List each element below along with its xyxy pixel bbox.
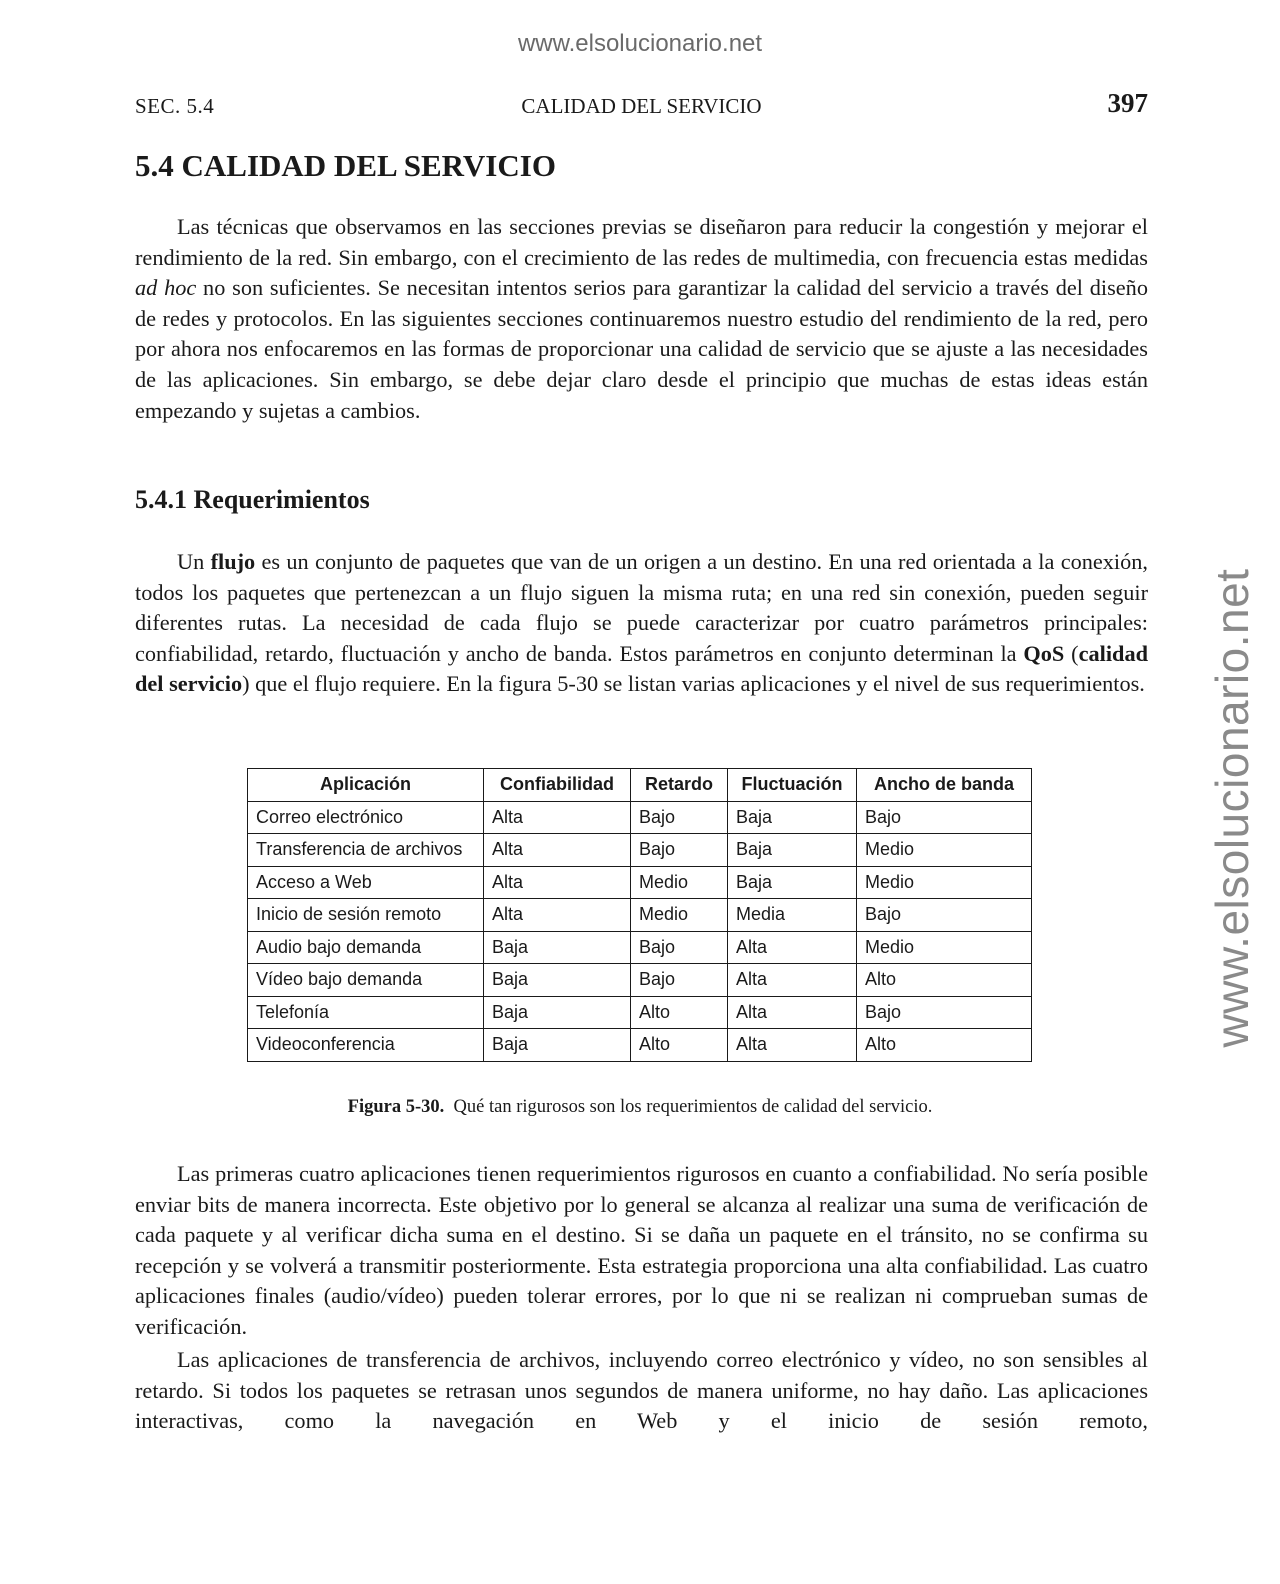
page-number: 397 xyxy=(1107,88,1148,118)
requirements-table xyxy=(247,768,1032,1062)
table-cell: Alta xyxy=(484,899,631,932)
table-header: Aplicación xyxy=(248,769,484,802)
table-cell: Alta xyxy=(728,931,857,964)
table-cell: Alto xyxy=(631,1029,728,1062)
flow-text-g: ) que el flujo requiere. En la figura 5-30 se listan varias aplicaciones y el nivel de sus requerimientos. xyxy=(242,671,1145,697)
table-cell: Bajo xyxy=(631,834,728,867)
delay-paragraph: Las aplicaciones de transferencia de archivos, incluyendo correo electrónico y vídeo, no son sensibles al retardo. Si todos los paquetes se retrasan unos segundos de manera uniforme, no hay daño. Las aplicaciones interactivas, como la navegación en Web y el inicio de sesión remoto, xyxy=(135,1347,1148,1434)
flow-text-e: ( xyxy=(1064,640,1079,666)
table-cell: Alto xyxy=(631,996,728,1029)
table-row xyxy=(248,899,1032,932)
caption-label: Figura 5-30. xyxy=(347,1097,445,1117)
running-head-title: CALIDAD DEL SERVICIO xyxy=(521,94,762,118)
table-cell: Alta xyxy=(728,1029,857,1062)
table-cell: Alta xyxy=(728,996,857,1029)
table-cell: Baja xyxy=(484,996,631,1029)
table-cell: Medio xyxy=(857,866,1032,899)
watermark-top: www.elsolucionario.net xyxy=(517,30,763,57)
flow-text-a: Un xyxy=(177,549,211,574)
table-row xyxy=(248,996,1032,1029)
table-cell: Vídeo bajo demanda xyxy=(248,964,484,997)
table-cell: Baja xyxy=(484,931,631,964)
table-cell: Bajo xyxy=(857,996,1032,1029)
table-row xyxy=(248,964,1032,997)
table-cell: Bajo xyxy=(857,899,1032,932)
table-cell: Medio xyxy=(631,899,728,932)
flow-paragraph xyxy=(135,547,1148,700)
intro-paragraph xyxy=(135,212,1148,426)
intro-text-a: Las técnicas que observamos en las secciones previas se diseñaron para reducir la congestión y mejorar el rendimiento de la red. Sin embargo, con el crecimiento de las redes de multimedia, con frecuencia estas medidas xyxy=(135,214,1148,270)
table-cell: Alto xyxy=(857,1029,1032,1062)
table-cell: Bajo xyxy=(631,801,728,834)
table-cell: Alta xyxy=(728,964,857,997)
intro-text-c: no son suficientes. Se necesitan intentos serios para garantizar la calidad del servicio a través del diseño de redes y protocolos. En las siguientes secciones continuaremos nuestro estudio del rendimiento de la red, pero por ahora nos enfocaremos en las formas de proporcionar una calidad de servicio que se ajuste a las necesidades de las aplicaciones. Sin embargo, se debe dejar claro desde el principio que muchas de estas ideas están empezando y sujetas a cambios. xyxy=(135,275,1148,423)
table-row xyxy=(248,866,1032,899)
flow-text-c: es un conjunto de paquetes que van de un origen a un destino. En una red orientada a la conexión, todos los paquetes que pertenezcan a un flujo siguen la misma ruta; en una red sin conexión, pueden seguir diferentes rutas. La necesidad de cada flujo se puede caracterizar por cuatro parámetros principales: confiabilidad, retardo, fluctuación y ancho de banda. Estos parámetros en conjunto determinan la xyxy=(135,549,1148,666)
table-cell: Bajo xyxy=(631,931,728,964)
table-cell: Alta xyxy=(484,801,631,834)
table-header: Confiabilidad xyxy=(484,769,631,802)
table-cell: Baja xyxy=(728,801,857,834)
table-header: Retardo xyxy=(631,769,728,802)
flow-term: flujo xyxy=(210,549,256,574)
table-cell: Telefonía xyxy=(248,996,484,1029)
table-cell: Bajo xyxy=(857,801,1032,834)
table-cell: Correo electrónico xyxy=(248,801,484,834)
table-cell: Alta xyxy=(484,834,631,867)
table-cell: Medio xyxy=(857,931,1032,964)
table-cell: Baja xyxy=(484,1029,631,1062)
table-cell: Bajo xyxy=(631,964,728,997)
table-cell: Baja xyxy=(728,834,857,867)
table-cell: Media xyxy=(728,899,857,932)
caption-text: Qué tan rigurosos son los requerimientos de calidad del servicio. xyxy=(453,1097,933,1117)
table-row xyxy=(248,801,1032,834)
figure-caption xyxy=(0,1097,1280,1118)
qos-expansion: calidad del servicio xyxy=(135,640,1149,697)
table-cell: Acceso a Web xyxy=(248,866,484,899)
table-header-row xyxy=(248,769,1032,802)
running-head-section: SEC. 5.4 xyxy=(135,94,215,118)
table-row xyxy=(248,834,1032,867)
running-head xyxy=(135,88,1148,118)
table-cell: Videoconferencia xyxy=(248,1029,484,1062)
table-header: Fluctuación xyxy=(728,769,857,802)
subsection-title: 5.4.1 Requerimientos xyxy=(135,485,370,514)
section-title: 5.4 CALIDAD DEL SERVICIO xyxy=(135,148,556,183)
table-cell: Alto xyxy=(857,964,1032,997)
table-row xyxy=(248,1029,1032,1062)
table-header: Ancho de banda xyxy=(857,769,1032,802)
table-cell: Medio xyxy=(631,866,728,899)
table-cell: Baja xyxy=(484,964,631,997)
reliability-paragraph: Las primeras cuatro aplicaciones tienen requerimientos rigurosos en cuanto a confiabilidad. No sería posible enviar bits de manera incorrecta. Este objetivo por lo general se alcanza al realizar una suma de verificación de cada paquete y al verificar dicha suma en el destino. Si se daña un paquete en el tránsito, no se confirma su recepción y se volverá a transmitir posteriormente. Esta estrategia proporciona una alta confiabilidad. Las cuatro aplicaciones finales (audio/vídeo) pueden tolerar errores, por lo que ni se realizan ni comprueban sumas de verificación. xyxy=(135,1161,1148,1339)
table-cell: Alta xyxy=(484,866,631,899)
qos-term: QoS xyxy=(1023,640,1065,666)
watermark-side: www.elsolucionario.net xyxy=(1206,568,1258,1048)
table-cell: Inicio de sesión remoto xyxy=(248,899,484,932)
table-cell: Audio bajo demanda xyxy=(248,931,484,964)
table-row xyxy=(248,931,1032,964)
table-cell: Medio xyxy=(857,834,1032,867)
table-cell: Transferencia de archivos xyxy=(248,834,484,867)
table-cell: Baja xyxy=(728,866,857,899)
intro-text-italic: ad hoc xyxy=(135,275,197,301)
